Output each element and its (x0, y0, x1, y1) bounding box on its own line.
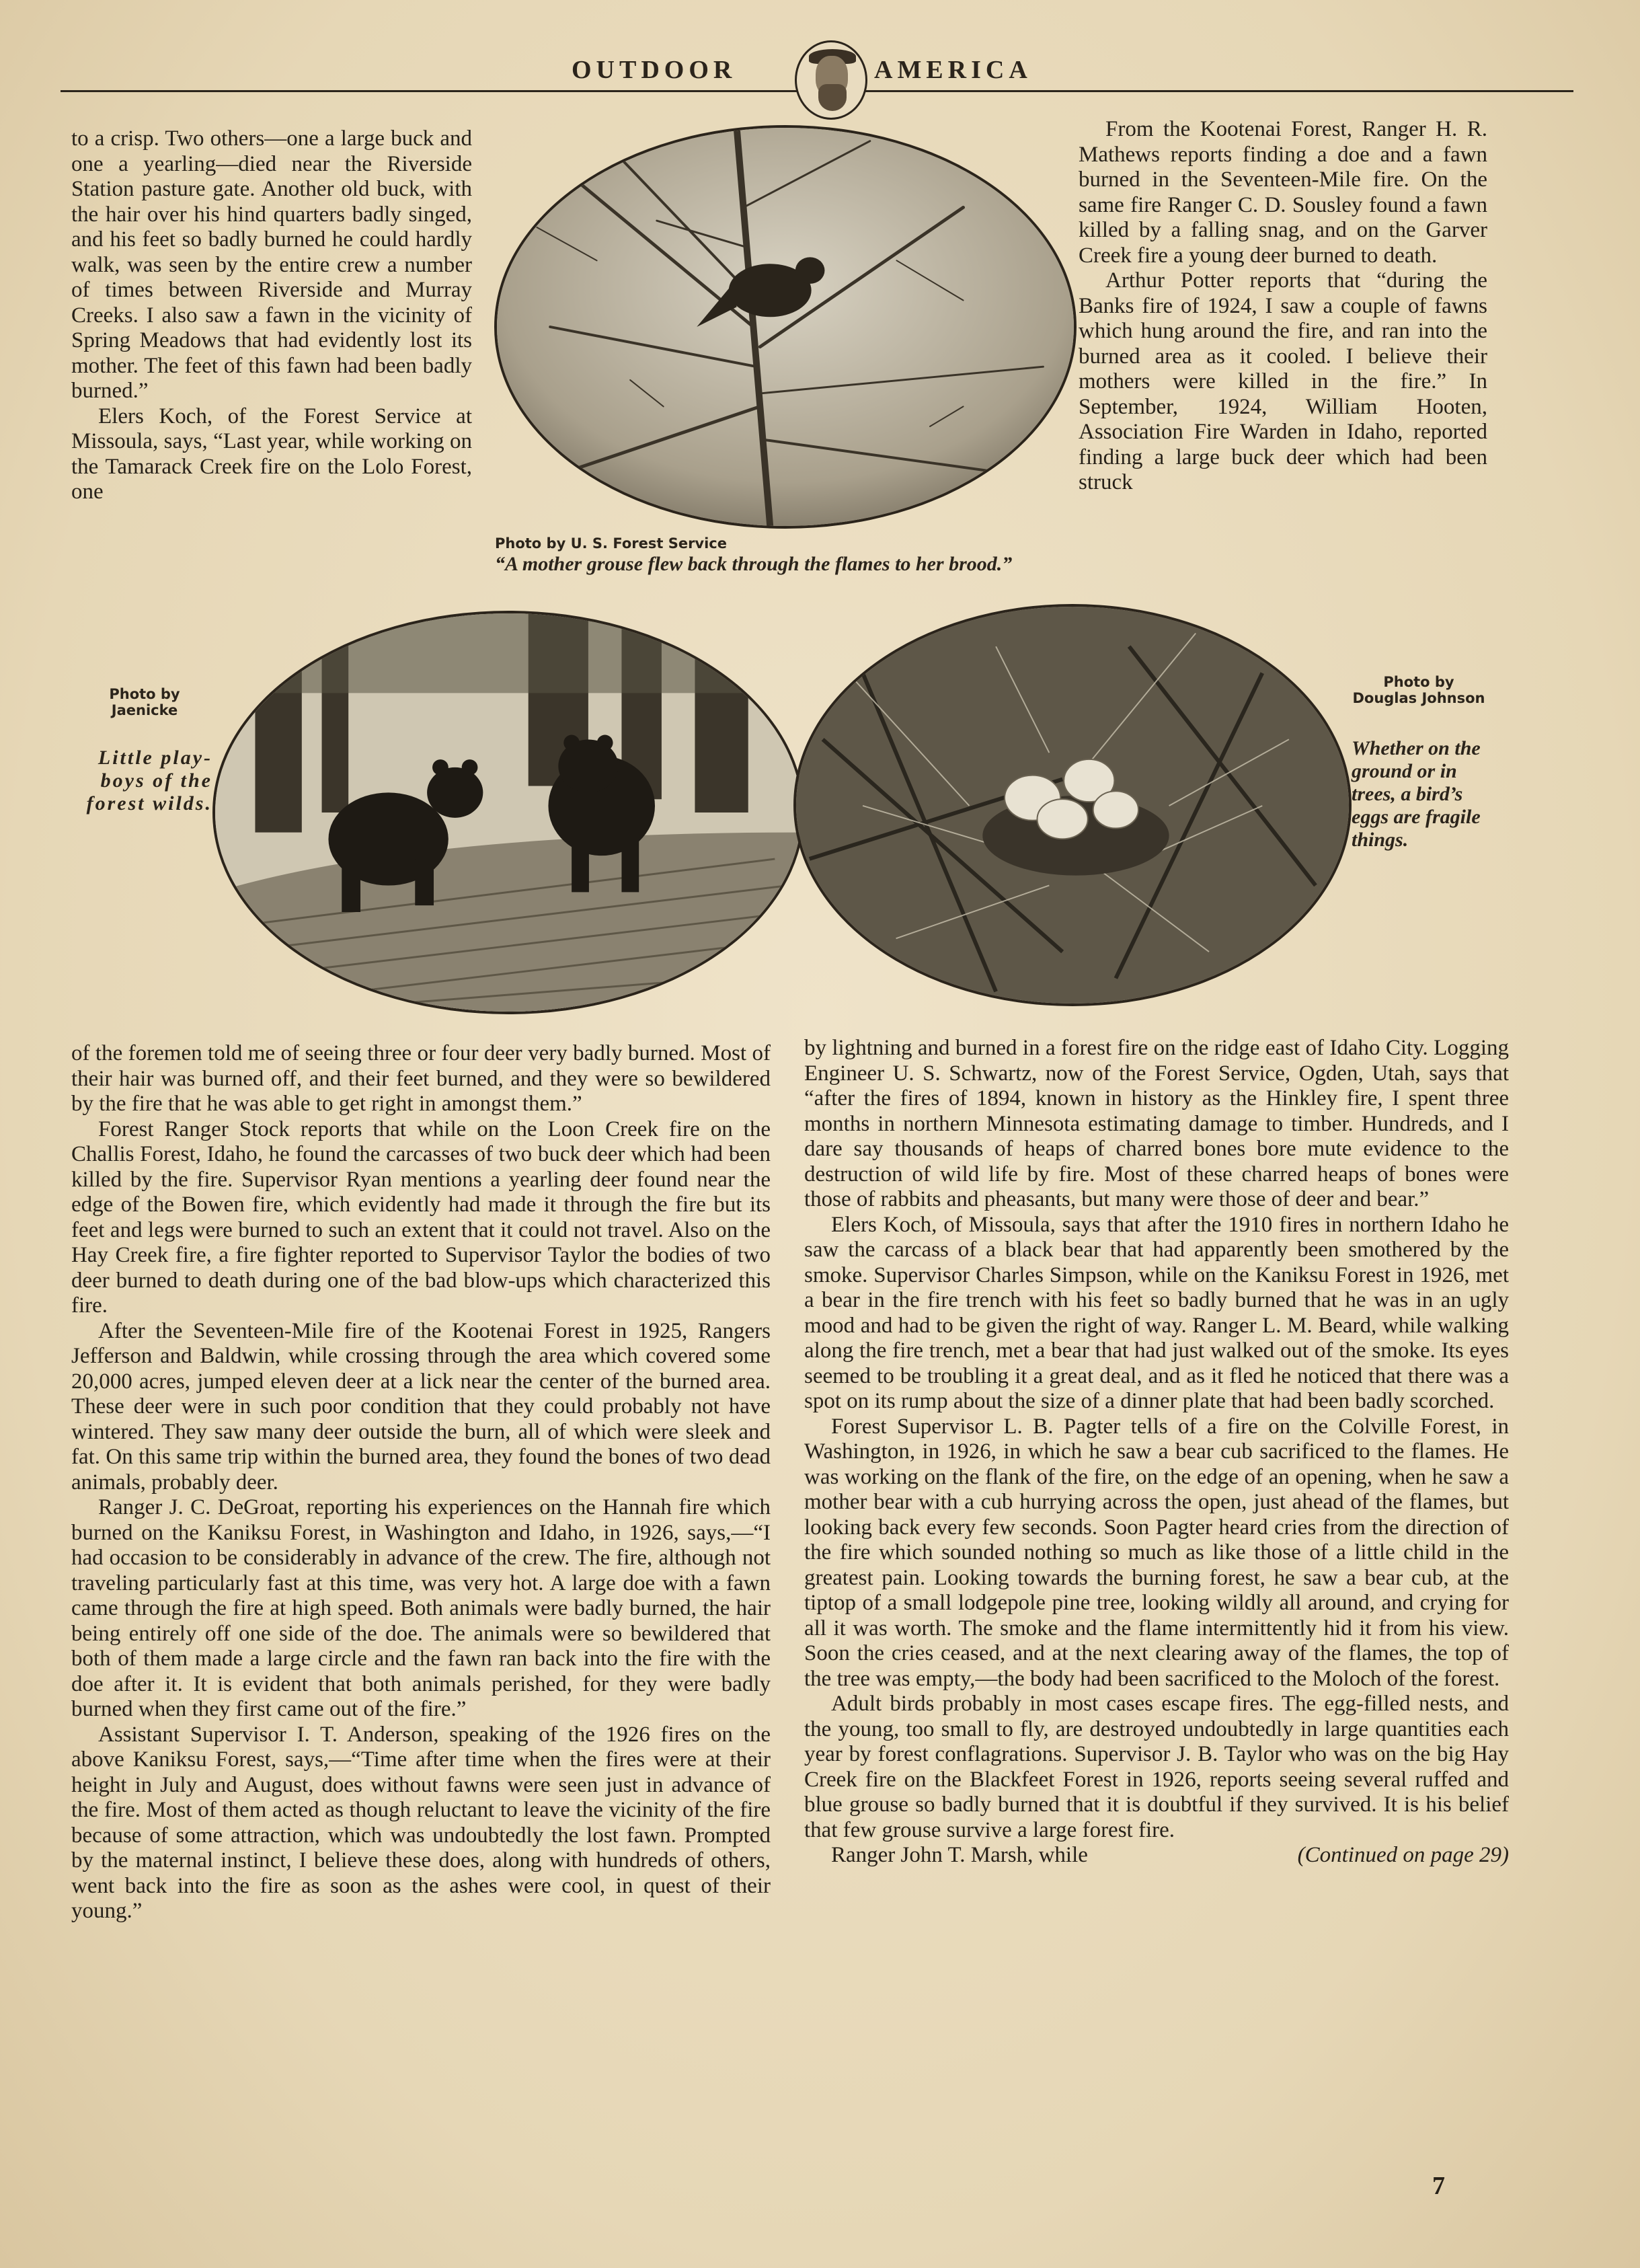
masthead-title-right: AMERICA (874, 56, 1032, 84)
text-column-top-right (1079, 117, 1487, 496)
bear-cubs-photo-image (215, 613, 802, 1012)
masthead-portrait-logo (795, 40, 867, 120)
photo-grouse (494, 125, 1077, 529)
masthead-title-left: OUTDOOR (572, 56, 737, 84)
photo-caption-grouse: “A mother grouse flew back through the flames to her brood.” (495, 553, 1013, 575)
paragraph: Forest Ranger Stock reports that while on the Loon Creek fire on the Challis Forest, Idaho, he found the carcasses of two buck deer which had been killed by the fire. Supervisor Ryan mentions a yearling deer found near the edge of the Bowen fire, which evidently had made it through the fire but its feet and legs were burned to such an extent that it could not travel. Also on the Hay Creek fire, a fire fighter reported to Supervisor Taylor the bodies of two deer burned to death during one of the bad blow-ups which characterized this fire. (71, 1117, 771, 1318)
photo-credit-bears: Photo by Jaenicke (109, 686, 180, 718)
text-column-top-left (71, 126, 472, 505)
photo-caption-bears: Little play-boys of the forest wilds. (86, 747, 212, 815)
page-number: 7 (1432, 2172, 1445, 2200)
photo-credit-grouse: Photo by U. S. Forest Service (495, 535, 728, 552)
paragraph: Elers Koch, of Missoula, says that after the 1910 fires in northern Idaho he saw the carcass of a black bear that had apparently been smothered by the smoke. Supervisor Charles Simpson, while on the Kaniksu Forest in 1926, met a bear in the fire trench with his feet so badly burned that he was in an ugly mood and had to be given the right of way. Ranger L. M. Beard, while walking along the fire trench, met a bear that had just walked out of the smoke. Its eyes seemed to be troubling it a great deal, and as it fled he noticed that there was a spot on its rump about the size of a dinner plate that had been badly scorched. (804, 1212, 1509, 1413)
paragraph: to a crisp. Two others—one a large buck and one a yearling—died near the Riverside Station pasture gate. Another old buck, with the hair over his hind quarters badly singed, and his feet so badly burned he could hardly walk, was seen by the entire crew a number of times between Riverside and Murray Creeks. I also saw a fawn in the vicinity of Spring Meadows that had evidently lost its mother. The feet of this fawn had been badly burned.” (71, 126, 472, 403)
last-line (804, 1843, 1509, 1868)
text-column-bottom-left (71, 1041, 771, 1924)
continued-note: (Continued on page 29) (1297, 1843, 1509, 1867)
text-column-bottom-right (804, 1036, 1509, 1868)
grouse-photo-image (497, 128, 1074, 526)
photo-caption-eggs: Whether on the ground or in trees, a bird’s eggs are fragile things. (1352, 737, 1481, 851)
paragraph: Forest Supervisor L. B. Pagter tells of a fire on the Colville Forest, in Washington, in 1926, in which he saw a bear cub sacrificed to the flames. He was working on the flank of the fire, on the edge of an opening, when he saw a mother bear with a cub hurrying across the open, just ahead of the flames, but looking back every few seconds. Soon Pagter heard cries from the direction of the fire which sounded nothing so much as like those of a little child in the greatest pain. Looking towards the burning forest, he saw a bear cub, at the tiptop of a small lodgepole pine tree, looking wildly all around, and crying for all it was worth. The smoke and the flame intermittently hid it from his view. Soon the cries ceased, and at the next clearing away of the flames, the top of the tree was empty,—the body had been sacrificed to the Moloch of the forest. (804, 1414, 1509, 1691)
paragraph: After the Seventeen-Mile fire of the Kootenai Forest in 1925, Rangers Jefferson and Baldwin, while crossing through the area which covered some 20,000 acres, jumped eleven deer at a lick near the center of the burned area. These deer were in such poor condition that they could probably not have wintered. They saw many deer outside the burn, all of which were sleek and fat. On this same trip within the burned area, they found the bones of two dead animals, probably deer. (71, 1318, 771, 1495)
photo-credit-eggs: Photo by Douglas Johnson (1352, 674, 1485, 706)
paragraph: Elers Koch, of the Forest Service at Missoula, says, “Last year, while working on the Tamarack Creek fire on the Lolo Forest, one (71, 404, 472, 504)
paragraph: Assistant Supervisor I. T. Anderson, speaking of the 1926 fires on the above Kaniksu Forest, says,—“Time after time when the fires were at their height in July and August, does without fawns were seen just in advance of the fire. Most of them acted as though reluctant to leave the vicinity of the fire because of some attraction, which was undoubtedly the lost fawn. Prompted by the maternal instinct, I believe these does, along with hundreds of others, went back into the fire as soon as the ashes were cool, in quest of their young.” (71, 1722, 771, 1923)
photo-bird-eggs (793, 604, 1352, 1006)
paragraph: by lightning and burned in a forest fire on the ridge east of Idaho City. Logging Engineer U. S. Schwartz, now of the Forest Service, Ogden, Utah, says that “after the fires of 1894, known in history as the Hinkley fire, I spent three months in northern Minnesota estimating damage to timber. Hundreds, and I dare say thousands of heaps of charred bones bore mute evidence to the destruction of wild life by fire. Most of these charred heaps of bones were those of rabbits and pheasants, but many were those of deer and bear.” (804, 1036, 1509, 1211)
masthead (61, 48, 1573, 122)
paragraph: Arthur Potter reports that “during the Banks fire of 1924, I saw a couple of fawns which hung around the fire, and ran into the burned area as it cooled. I believe their mothers were killed in the fire.” In September, 1924, William Hooten, Association Fire Warden in Idaho, reported finding a large buck deer which had been struck (1079, 268, 1487, 494)
paragraph: Ranger J. C. DeGroat, reporting his experiences on the Hannah fire which burned on the Kaniksu Forest, in Washington and Idaho, in 1926, says,—“I had occasion to be considerably in advance of the crew. The fire, although not traveling particularly fast at this time, was very hot. A large doe with a fawn came through the fire at high speed. Both animals were badly burned, the hair being entirely off one side of the doe. The animals were so bewildered that both of them made a large circle and the fawn ran back into the fire with the doe after it. It is evident that both animals perished, for they were badly burned when they first came out of the fire.” (71, 1495, 771, 1721)
last-line-text: Ranger John T. Marsh, while (831, 1843, 1088, 1867)
paragraph: From the Kootenai Forest, Ranger H. R. Mathews reports finding a doe and a fawn burned in the Seventeen-Mile fire. On the same fire Ranger C. D. Sousley found a fawn killed by a falling snag, and on the Garver Creek fire a young deer burned to death. (1079, 117, 1487, 268)
photo-bear-cubs (212, 611, 804, 1014)
paragraph: Adult birds probably in most cases escape fires. The egg-filled nests, and the young, too small to fly, are destroyed undoubtedly in large quantities each year by forest conflagrations. Supervisor J. B. Taylor who was on the big Hay Creek fire on the Blackfeet Forest in 1926, reports seeing several ruffed and blue grouse so badly burned that it is doubtful if they survived. It is his belief that few grouse survive a large forest fire. (804, 1692, 1509, 1842)
bird-eggs-photo-image (796, 607, 1349, 1004)
paragraph: of the foremen told me of seeing three or four deer very badly burned. Most of their hair was burned off, and their feet burned, and they were so bewildered by the fire that he was able to get right in amongst them.” (71, 1041, 771, 1116)
